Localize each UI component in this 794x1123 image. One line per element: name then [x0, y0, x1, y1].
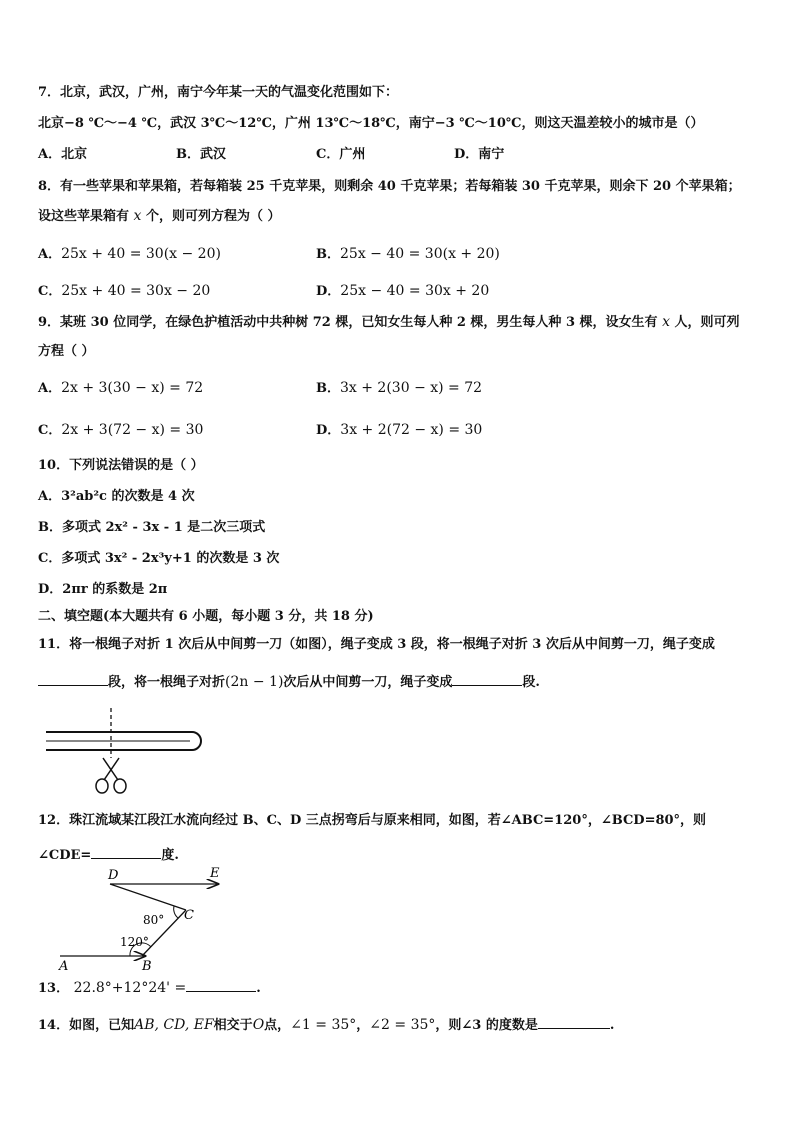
answer-blank[interactable] [538, 1015, 610, 1029]
equation: 2x + 3(30 − x) = 72 [61, 380, 204, 396]
q12-stem-line1: 12．珠江流域某江段江水流向经过 B、C、D 三点拐弯后与原来相同，如图，若∠ABC=120°，∠BCD=80°，则 [38, 813, 707, 828]
q7-stem: 7．北京，武汉，广州，南宁今年某一天的气温变化范围如下： [38, 85, 399, 100]
q8-text: 设这些苹果箱有 [38, 209, 130, 224]
q14-angle1: ∠1 = 35° [290, 1017, 357, 1033]
q9-stem-line1 [38, 313, 740, 332]
q14-angle2: ∠2 = 35° [369, 1017, 436, 1033]
q11-text: 次后从中间剪一刀，绳子变成 [283, 675, 453, 690]
q11-text: 段. [522, 675, 540, 690]
q12-text: ∠CDE= [38, 848, 92, 863]
q13 [38, 978, 261, 998]
folded-rope-figure [40, 706, 210, 796]
q8-option-a [38, 245, 221, 264]
q14-lines: AB, CD, EF [134, 1017, 214, 1033]
equation: 25x − 40 = 30(x + 20) [340, 246, 500, 262]
angle-120: 120° [120, 935, 149, 949]
q11-text: 段，将一根绳子对折 [108, 675, 226, 690]
answer-blank[interactable] [91, 845, 161, 859]
river-bend-figure [50, 864, 240, 974]
answer-blank[interactable] [38, 672, 108, 686]
option-label: A． [38, 381, 62, 396]
q14-text: 14．如图，已知 [38, 1018, 135, 1033]
q8-variable: x [133, 208, 142, 224]
q13-end: . [256, 981, 261, 996]
q7-temperatures: 北京−8 ℃～−4 ℃，武汉 3℃～12℃，广州 13℃～18℃，南宁−3 ℃～10℃，则这天温差较小的城市是（） [38, 116, 704, 131]
q14-text: 点， [264, 1018, 291, 1033]
q11-stem-line1: 11．将一根绳子对折 1 次后从中间剪一刀（如图），绳子变成 3 段，将一根绳子对折 3 次后从中间剪一刀，绳子变成 [38, 637, 715, 652]
equation: 25x + 40 = 30(x − 20) [61, 246, 221, 262]
option-label: B． [316, 247, 340, 262]
q9-text: 人，则可列 [674, 315, 740, 330]
q8-text: 个，则可列方程为（ ） [145, 209, 281, 224]
q8-stem-line2 [38, 207, 281, 226]
answer-blank[interactable] [452, 672, 522, 686]
q11-expression: (2n − 1) [225, 674, 284, 690]
q7-option-b: B．武汉 [176, 147, 226, 162]
option-label: D． [316, 423, 341, 438]
equation: 2x + 3(72 − x) = 30 [61, 422, 204, 438]
q14-end: . [609, 1018, 615, 1033]
q10-option-b: B．多项式 2x² - 3x - 1 是二次三项式 [38, 520, 266, 535]
label-d: D [108, 868, 119, 883]
q9-option-b [316, 379, 482, 398]
q14-text: 相交于 [213, 1018, 253, 1033]
q9-option-c [38, 421, 203, 440]
q7-option-d: D．南宁 [454, 147, 505, 162]
option-label: C． [38, 284, 62, 299]
q10-stem: 10．下列说法错误的是（ ） [38, 458, 204, 473]
q9-option-d [316, 421, 482, 440]
q7-option-a: A．北京 [38, 147, 88, 162]
q8-option-d [316, 282, 489, 301]
q8-option-c [38, 282, 210, 301]
q11-stem-line2 [38, 672, 540, 692]
q14-text: ，则∠3 的度数是 [435, 1018, 538, 1033]
q9-stem-line2: 方程（ ） [38, 344, 95, 359]
answer-blank[interactable] [186, 978, 256, 992]
q10-option-c: C．多项式 3x² - 2x³y+1 的次数是 3 次 [38, 551, 280, 566]
q13-expression: 22.8°+12°24' = [73, 980, 187, 996]
q9-text: 9．某班 30 位同学，在绿色护植活动中共种树 72 棵，已知女生每人种 2 棵，男生每人种 3 棵，设女生有 [38, 315, 658, 330]
q9-variable: x [662, 314, 670, 330]
q8-option-b [316, 245, 500, 264]
q8-stem-line1: 8．有一些苹果和苹果箱，若每箱装 25 千克苹果，则剩余 40 千克苹果；若每箱装 30 千克苹果，则余下 20 个苹果箱； [38, 179, 741, 194]
equation: 25x + 40 = 30x − 20 [61, 283, 211, 299]
angle-80: 80° [143, 913, 165, 927]
option-label: D． [316, 284, 341, 299]
label-b: B [142, 959, 152, 974]
q7-option-c: C．广州 [316, 147, 366, 162]
equation: 25x − 40 = 30x + 20 [340, 283, 490, 299]
label-a: A [59, 959, 69, 974]
section-heading: 二、填空题(本大题共有 6 小题，每小题 3 分，共 18 分) [38, 609, 374, 624]
segment-cd [110, 884, 186, 910]
equation: 3x + 2(72 − x) = 30 [340, 422, 483, 438]
label-e: E [210, 866, 220, 881]
option-label: B． [316, 381, 340, 396]
angle-arc-c [174, 906, 178, 918]
q10-option-d: D．2πr 的系数是 2π [38, 582, 168, 597]
label-c: C [184, 908, 194, 923]
q14-point: O [252, 1017, 265, 1033]
option-label: A． [38, 247, 62, 262]
q10-option-a: A．3²ab²c 的次数是 4 次 [38, 489, 195, 504]
equation: 3x + 2(30 − x) = 72 [340, 380, 483, 396]
q14-text: ， [356, 1018, 370, 1033]
scissors-icon [96, 758, 126, 793]
option-label: C． [38, 423, 62, 438]
q12-stem-line2 [38, 845, 179, 865]
q14 [38, 1015, 614, 1035]
q12-text: 度. [161, 848, 179, 863]
q9-option-a [38, 379, 203, 398]
q13-number: 13． [38, 981, 70, 996]
